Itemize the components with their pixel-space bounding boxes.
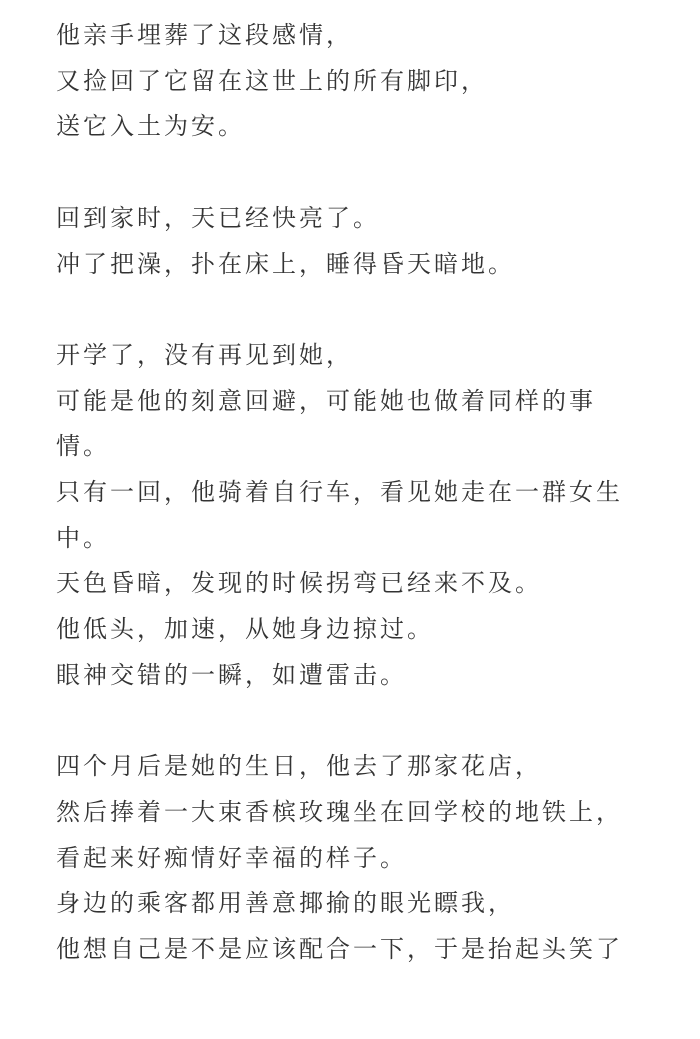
- text-line: 四个月后是她的生日，他去了那家花店，: [56, 752, 542, 781]
- paragraph: [56, 13, 656, 150]
- text-line: 然后捧着一大束香槟玫瑰坐在回学校的地铁上，: [56, 797, 623, 826]
- text-line: 送它入土为安。: [56, 112, 245, 141]
- text-line: 开学了，没有再见到她，: [56, 340, 353, 369]
- text-line: 又捡回了它留在这世上的所有脚印，: [56, 66, 488, 95]
- text-line: 他亲手埋葬了这段感情，: [56, 21, 353, 49]
- text-line: 眼神交错的一瞬，如遭雷击。: [56, 660, 407, 689]
- text-line: 看起来好痴情好幸福的样子。: [56, 843, 407, 872]
- text-line: 可能是他的刻意回避，可能她也做着同样的事: [56, 386, 596, 415]
- text-line: 天色昏暗，发现的时候拐弯已经来不及。: [56, 569, 542, 598]
- text-line: 他低头，加速，从她身边掠过。: [56, 615, 434, 644]
- paragraph: [56, 333, 656, 699]
- paragraph: [56, 196, 656, 287]
- text-line: 他想自己是不是应该配合一下，于是抬起头笑了: [56, 935, 623, 964]
- paragraph: [56, 744, 656, 973]
- text-line: 回到家时，天已经快亮了。: [56, 203, 380, 232]
- article-body: [56, 13, 656, 973]
- text-line: 情。: [56, 432, 110, 461]
- text-line: 中。: [56, 523, 110, 552]
- text-line: 只有一回，他骑着自行车，看见她走在一群女生: [56, 478, 623, 506]
- text-line: 身边的乘客都用善意揶揄的眼光瞟我，: [56, 889, 515, 918]
- text-line: 冲了把澡，扑在床上，睡得昏天暗地。: [56, 249, 515, 278]
